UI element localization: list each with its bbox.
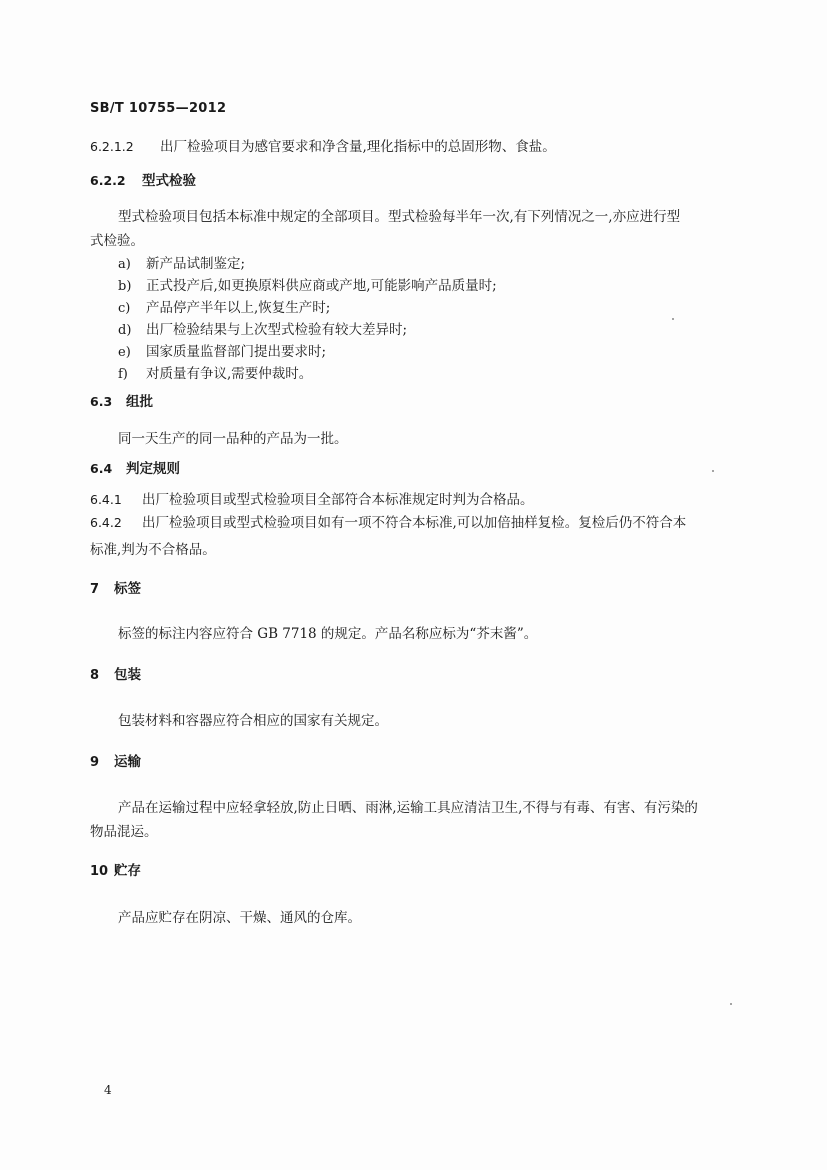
section-number: 7: [90, 582, 100, 597]
list-item: [118, 274, 497, 294]
clause-title: 判定规则: [126, 461, 180, 477]
clause-6-3-heading: [90, 393, 153, 411]
clause-number: 6.3: [90, 394, 113, 409]
scan-speck: [730, 1003, 732, 1005]
list-item-label: e): [118, 345, 131, 360]
clause-text: 出厂检验项目或型式检验项目如有一项不符合本标准,可以加倍抽样复检。复检后仍不符合本: [142, 515, 687, 531]
batch-rule-text: 同一天生产的同一品种的产品为一批。: [118, 431, 348, 447]
storage-text: 产品应贮存在阴凉、干燥、通风的仓库。: [118, 910, 361, 926]
section-title: 包装: [114, 667, 141, 683]
list-item-text: 正式投产后,如更换原料供应商或产地,可能影响产品质量时;: [146, 278, 497, 294]
clause-number: 6.4.2: [90, 515, 122, 530]
list-item: [118, 296, 330, 316]
clause-6-4-2-continued: 标准,判为不合格品。: [90, 542, 216, 558]
list-item-label: c): [118, 301, 131, 316]
list-item-label: b): [118, 279, 132, 294]
clause-text: 出厂检验项目为感官要求和净含量,理化指标中的总固形物、食盐。: [160, 139, 556, 155]
packaging-text: 包装材料和容器应符合相应的国家有关规定。: [118, 713, 388, 729]
list-item: [118, 340, 326, 360]
clause-title: 型式检验: [142, 173, 196, 189]
clause-6-4-1: [90, 491, 534, 509]
list-item-text: 国家质量监督部门提出要求时;: [146, 344, 327, 360]
section-title: 运输: [114, 754, 141, 770]
list-item: [118, 252, 245, 272]
list-item-label: d): [118, 323, 132, 338]
section-title: 标签: [114, 581, 141, 597]
list-item: [118, 362, 312, 382]
list-item-text: 产品停产半年以上,恢复生产时;: [146, 300, 331, 316]
clause-number: 6.2.2: [90, 173, 126, 188]
section-7-heading: [90, 580, 141, 599]
section-number: 8: [90, 668, 100, 683]
list-item-label: f): [118, 367, 128, 382]
page-number: 4: [104, 1083, 112, 1097]
list-item-text: 新产品试制鉴定;: [146, 256, 246, 272]
clause-6-4-2: [90, 514, 686, 532]
clause-title: 组批: [126, 394, 153, 410]
clause-number: 6.4.1: [90, 492, 122, 507]
section-number: 10: [90, 864, 109, 879]
clause-number: 6.4: [90, 461, 113, 476]
clause-text: 出厂检验项目或型式检验项目全部符合本标准规定时判为合格品。: [142, 492, 534, 508]
type-inspection-intro-line-2: 式检验。: [90, 233, 144, 249]
scan-speck: [672, 318, 674, 320]
section-title: 贮存: [114, 863, 141, 879]
list-item-text: 出厂检验结果与上次型式检验有较大差异时;: [146, 322, 408, 338]
clause-6-4-heading: [90, 460, 180, 478]
clause-6-2-1-2: [90, 138, 556, 156]
list-item-label: a): [118, 257, 131, 272]
labeling-text: 标签的标注内容应符合 GB 7718 的规定。产品名称应标为“芥末酱”。: [118, 626, 538, 642]
section-8-heading: [90, 666, 141, 685]
standard-code-header: SB/T 10755—2012: [90, 101, 227, 116]
transport-text-line-1: 产品在运输过程中应轻拿轻放,防止日晒、雨淋,运输工具应清洁卫生,不得与有毒、有害、有污染的: [118, 800, 698, 816]
list-item-text: 对质量有争议,需要仲裁时。: [146, 366, 313, 382]
list-item: [118, 318, 407, 338]
section-10-heading: [90, 862, 141, 881]
transport-text-line-2: 物品混运。: [90, 824, 158, 840]
clause-number: 6.2.1.2: [90, 139, 134, 154]
clause-6-2-2-heading: [90, 172, 196, 190]
type-inspection-intro-line-1: 型式检验项目包括本标准中规定的全部项目。型式检验每半年一次,有下列情况之一,亦应进行型: [118, 209, 681, 225]
scan-speck: [712, 470, 714, 472]
section-9-heading: [90, 753, 141, 772]
section-number: 9: [90, 755, 100, 770]
